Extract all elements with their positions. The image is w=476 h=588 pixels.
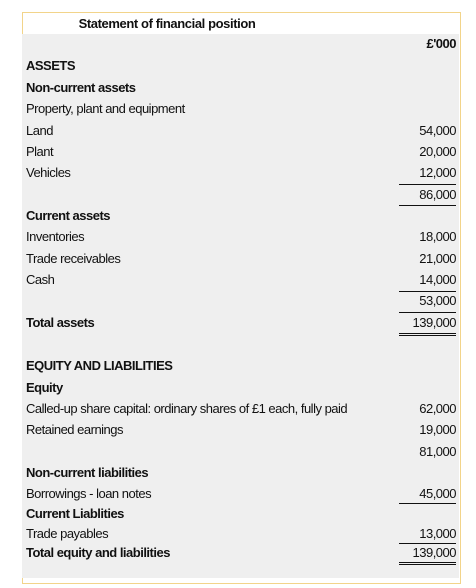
- equity-liabilities-header: EQUITY AND LIABILITIES: [26, 358, 173, 373]
- table-row: Vehicles 12,000: [26, 165, 456, 180]
- total-double-line: [399, 564, 456, 565]
- total-equity-liabilities-row: Total equity and liabilities 139,000: [26, 545, 456, 560]
- ppe-subheader: Property, plant and equipment: [26, 101, 185, 116]
- total-line: [399, 562, 456, 563]
- subtotal-line: [399, 205, 456, 206]
- table-row: Trade receivables 21,000: [26, 251, 456, 266]
- statement-title: Statement of financial position: [78, 16, 256, 31]
- subtotal-row: 81,000: [419, 444, 456, 459]
- table-row: Borrowings - loan notes 45,000: [26, 486, 456, 501]
- table-row: Retained earnings 19,000: [26, 422, 456, 437]
- noncurrent-assets-header: Non-current assets: [26, 80, 136, 95]
- subtotal-line: [399, 184, 456, 185]
- equity-header: Equity: [26, 380, 63, 395]
- table-row: Land 54,000: [26, 123, 456, 138]
- noncurrent-liabilities-header: Non-current liabilities: [26, 465, 149, 480]
- total-assets-row: Total assets 139,000: [26, 315, 456, 330]
- table-row: Called-up share capital: ordinary shares of £1 each, fully paid 62,000: [26, 401, 456, 416]
- subtotal-line: [399, 503, 456, 504]
- subtotal-row: 86,000: [419, 187, 456, 202]
- table-row: Inventories 18,000: [26, 229, 456, 244]
- table-row: Plant 20,000: [26, 144, 456, 159]
- current-assets-header: Current assets: [26, 208, 111, 223]
- total-double-line: [399, 335, 456, 336]
- assets-header: ASSETS: [26, 58, 76, 73]
- total-line: [399, 333, 456, 334]
- subtotal-row: 53,000: [419, 293, 456, 308]
- current-liabilities-header: Current Liablities: [26, 506, 124, 521]
- unit-label: £'000: [426, 36, 456, 51]
- table-row: Cash 14,000: [26, 272, 456, 287]
- table-row: Trade payables 13,000: [26, 526, 456, 541]
- subtotal-line: [399, 312, 456, 313]
- unit-row: [26, 35, 456, 53]
